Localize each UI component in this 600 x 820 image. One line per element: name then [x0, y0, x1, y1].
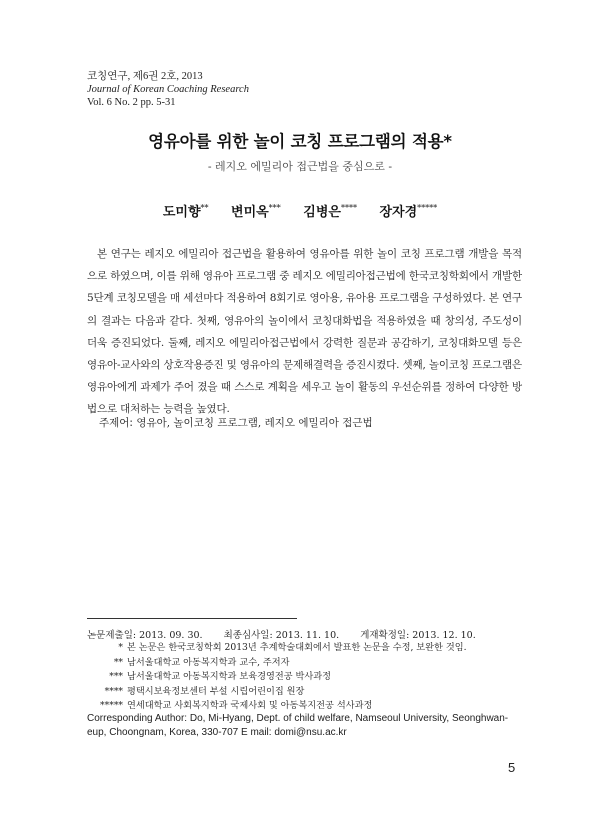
footnote-mark: *: [118, 642, 123, 653]
author-name: 도미향: [162, 205, 201, 220]
footnote-mark: *****: [100, 700, 123, 711]
author-name: 김병은: [303, 205, 341, 220]
footnote: [87, 656, 467, 671]
keywords: [99, 415, 373, 430]
page-number: 5: [508, 760, 516, 775]
author: [231, 205, 281, 220]
author: [303, 205, 357, 220]
reviewed-date: 최종심사일: 2013. 11. 10.: [223, 630, 340, 641]
journal-volume-pages: Vol. 6 No. 2 pp. 5-31: [87, 97, 176, 108]
author: [379, 205, 437, 220]
footnote-text: 평택시보육정보센터 부설 시립어린이집 원장: [127, 685, 305, 697]
author-name: 변미옥: [231, 205, 269, 220]
journal-name: Journal of Korean Coaching Research: [87, 84, 249, 95]
author-footnote-mark: ***: [268, 203, 281, 213]
paper-subtitle: - 레지오 에밀리아 접근법을 중심으로 -: [207, 160, 393, 173]
keywords-text: 영유아, 놀이코칭 프로그램, 레지오 에밀리아 접근법: [136, 417, 373, 429]
footnote-mark: ***: [109, 671, 123, 682]
corresponding-author: Corresponding Author: Do, Mi-Hyang, Dept. of child welfare, Namseoul University, Seonghwan-eup, Choongnam, Korea, 330-707 E mail: domi@nsu.ac.kr: [87, 713, 509, 738]
footnote-mark: ****: [104, 685, 123, 697]
footnote-text: 남서울대학교 아동복지학과 교수, 주저자: [127, 656, 290, 668]
footnote: [87, 685, 467, 700]
author-footnote-mark: *****: [417, 203, 438, 213]
keywords-label: 주제어:: [99, 417, 133, 429]
paper-title: 영유아를 위한 놀이 코칭 프로그램의 적용*: [148, 132, 452, 151]
author-list: [0, 201, 600, 220]
journal-header: [87, 70, 249, 109]
footnote-text: 연세대학교 사회복지학과 국제사회 및 아동복지전공 석사과정: [127, 700, 373, 711]
footnotes: [87, 641, 467, 714]
journal-volume-korean: 코칭연구, 제6권 2호, 2013: [87, 71, 203, 82]
footnote-divider: [87, 618, 297, 619]
author-footnote-mark: **: [200, 203, 209, 213]
publication-dates: [87, 627, 494, 641]
footnote-mark: **: [113, 656, 123, 668]
accepted-date: 게재확정일: 2013. 12. 10.: [360, 630, 476, 641]
footnote-text: 남서울대학교 아동복지학과 보육경영전공 박사과정: [127, 671, 332, 682]
footnote: [87, 670, 467, 685]
submitted-date: 논문제출일: 2013. 09. 30.: [87, 630, 203, 641]
abstract: 본 연구는 레지오 에밀리아 접근법을 활용하여 영유아를 위한 놀이 코칭 프로그램 개발을 목적으로 하였으며, 이를 위해 영유아 프로그램 중 레지오 에밀리아접근법에 한국코칭학회에서 개발한 5단계 코칭모델을 매 세션마다 적용하여 8회기로 영아용, 유아용 프로그램을 구성하였다. 본 연구의 결과는 다음과 같다. 첫째, 영유아의 놀이에서 코칭대화법을 적용하였을 때 창의성, 주도성이 더욱 증진되었다. 둘째, 레지오 에밀리아접근법에서 강력한 질문과 공감하기, 코칭대화모델 등은 영유아-교사와의 상호작용증진 및 영유아의 문제해결력을 증진시켰다. 셋째, 놀이코칭 프로그램은 영유아에게 과제가 주어 졌을 때 스스로 계획을 세우고 놀이 활동의 우선순위를 정하여 다양한 방법으로 대처하는 능력을 높였다.: [87, 248, 522, 416]
footnote: [87, 641, 467, 656]
author-footnote-mark: ****: [340, 203, 357, 213]
footnote-text: 본 논문은 한국코칭학회 2013년 추계학술대회에서 발표한 논문을 수정, 보완한 것임.: [127, 642, 467, 653]
author: [163, 205, 209, 220]
author-name: 장자경: [379, 205, 418, 220]
